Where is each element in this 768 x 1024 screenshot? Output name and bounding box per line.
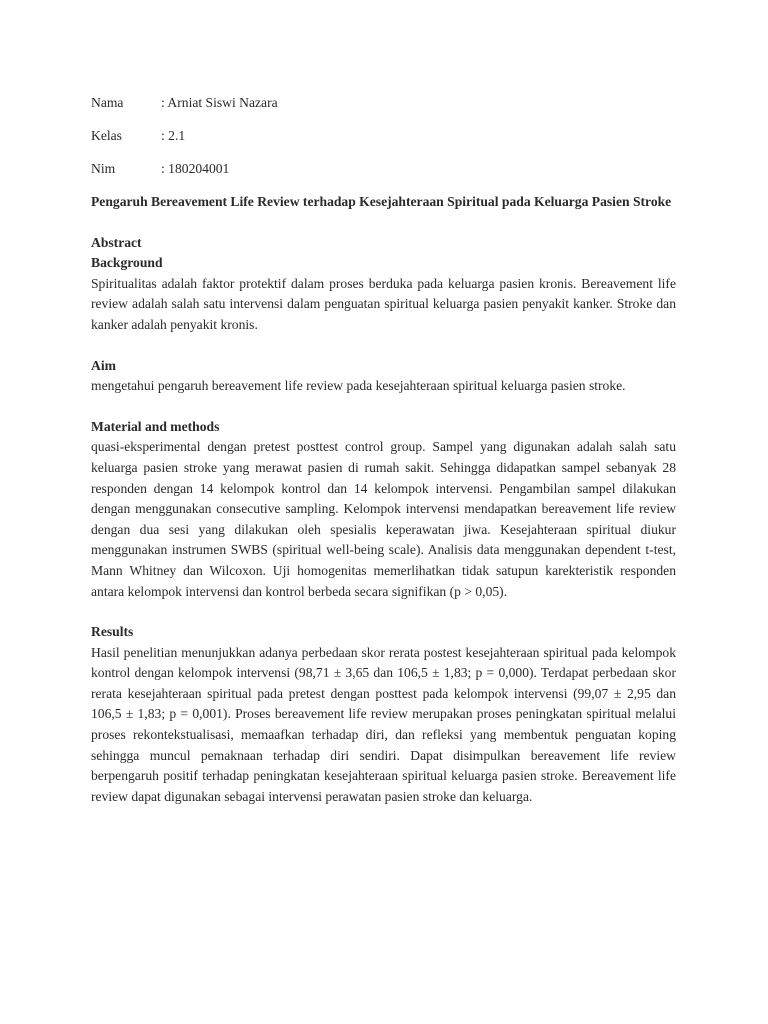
aim-section bbox=[91, 356, 676, 397]
nim-label: Nim bbox=[91, 161, 116, 176]
background-text: Spiritualitas adalah faktor protektif dalam proses berduka pada keluarga pasien kronis. Bereavement life review adalah salah satu intervensi dalam penguatan spiritual keluarga pasien penyakit kanker. Stroke dan kanker adalah penyakit kronis. bbox=[91, 275, 676, 332]
class-label: Kelas bbox=[91, 128, 122, 143]
results-section bbox=[91, 622, 676, 807]
class-value: : 2.1 bbox=[161, 128, 186, 143]
name-label: Nama bbox=[91, 95, 124, 110]
background-heading: Background bbox=[91, 255, 163, 271]
meta-row-name bbox=[91, 93, 676, 113]
abstract-heading: Abstract bbox=[91, 234, 142, 250]
results-heading: Results bbox=[91, 624, 134, 640]
nim-value: : 180204001 bbox=[161, 161, 230, 176]
document-page bbox=[91, 93, 676, 807]
aim-text: mengetahui pengaruh bereavement life review pada kesejahteraan spiritual keluarga pasien stroke. bbox=[91, 378, 626, 394]
results-text: Hasil penelitian menunjukkan adanya perbedaan skor rerata postest kesejahteraan spiritual pada kelompok kontrol dengan kelompok intervensi (98,71 ± 3,65 dan 106,5 ± 1,83; p = 0,000). Terdapat perbedaan skor rerata kesejahteraan spiritual pada pretest dengan posttest pada kelompok intervensi (99,07 ± 2,95 dan 106,5 ± 1,83; p = 0,001). Proses bereavement life review merupakan proses peningkatan spiritual melalui proses rekontekstualisasi, memaafkan terhadap diri, dan refleksi yang membentuk penguatan koping sehingga muncul pemaknaan terhadap diri sendiri. Dapat disimpulkan bereavement life review berpengaruh positif terhadap peningkatan kesejahteraan spiritual keluarga pasien stroke. Bereavement life review dapat digunakan sebagai intervensi perawatan pasien stroke dan keluarga. bbox=[91, 644, 676, 804]
background-section bbox=[91, 253, 676, 335]
name-value: : Arniat Siswi Nazara bbox=[161, 95, 278, 110]
aim-heading: Aim bbox=[91, 357, 116, 373]
meta-row-class bbox=[91, 126, 676, 146]
methods-section bbox=[91, 417, 676, 602]
document-title: Pengaruh Bereavement Life Review terhadap Kesejahteraan Spiritual pada Keluarga Pasien Stroke bbox=[91, 194, 672, 209]
methods-text: quasi-eksperimental dengan pretest posttest control group. Sampel yang digunakan adalah salah satu keluarga pasien stroke yang merawat pasien di rumah sakit. Sehingga didapatkan sampel sebanyak 28 responden dengan 14 kelompok kontrol dan 14 kelompok intervensi. Pengambilan sampel dilakukan dengan menggunakan consecutive sampling. Kelompok intervensi mendapatkan bereavement life review dengan dua sesi yang dilakukan oleh spesialis keperawatan jiwa. Kesejahteraan spiritual diukur menggunakan instrumen SWBS (spiritual well-being scale). Analisis data menggunakan dependent t-test, Mann Whitney dan Wilcoxon. Uji homogenitas memerlihatkan tidak satupun karekteristik responden antara kelompok intervensi dan kontrol berbeda secara signifikan (p > 0,05). bbox=[91, 439, 676, 599]
meta-row-nim bbox=[91, 159, 676, 179]
methods-heading: Material and methods bbox=[91, 418, 220, 434]
